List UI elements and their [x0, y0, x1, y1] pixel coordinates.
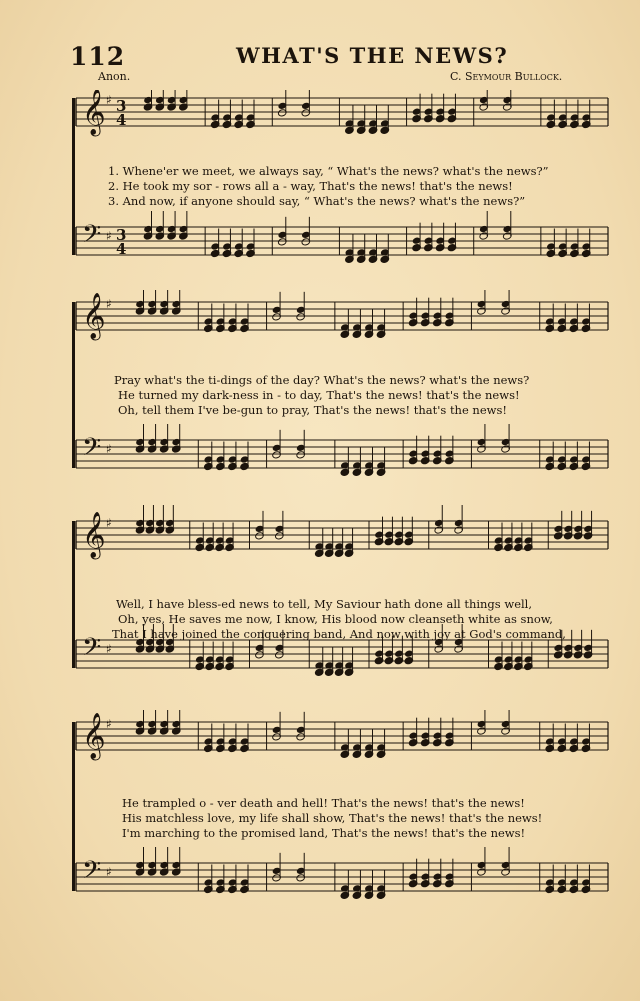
bass-clef-icon: 𝄢	[82, 856, 102, 891]
music-system-3	[72, 505, 612, 710]
staff	[76, 710, 608, 761]
time-signature-bottom: 4	[116, 240, 127, 258]
bass-clef-icon: 𝄢	[82, 633, 102, 668]
time-signature-top: 3	[116, 97, 127, 115]
lyric-line: That I have joined the conquering band, And now with joy at God's command,	[112, 627, 566, 641]
system-bracket	[72, 722, 75, 891]
sharp-icon: ♯	[106, 717, 112, 731]
lyric-line: I'm marching to the promised land, That's the news! that's the news!	[122, 826, 526, 840]
treble-clef-icon: 𝄞	[82, 713, 106, 759]
bass-clef-icon: 𝄢	[82, 220, 102, 255]
staff	[76, 90, 608, 137]
staff	[76, 290, 608, 341]
music-system-1	[72, 90, 612, 275]
music-system-2	[72, 290, 612, 500]
lyric-line: He trampled o - ver death and hell! That's the news! that's the news!	[122, 796, 525, 810]
lyric-line: 2. He took my sor - rows all a - way, That's the news! that's the news!	[108, 179, 513, 193]
lyric-line: Well, I have bless-ed news to tell, My Saviour hath done all things well,	[116, 597, 533, 611]
sharp-icon: ♯	[106, 642, 112, 656]
staff	[76, 847, 608, 900]
lyric-line: Oh, tell them I've be-gun to pray, That's the news! that's the news!	[118, 403, 508, 417]
words-attribution: Anon.	[98, 70, 131, 83]
time-signature-bottom: 4	[116, 111, 127, 129]
hymn-title: WHAT'S THE NEWS?	[236, 43, 509, 68]
lyric-line: Oh, yes, He saves me now, I know, His blood now cleanseth white as snow,	[118, 612, 553, 626]
page-number: 112	[70, 42, 126, 71]
lyric-line: Pray what's the ti-dings of the day? What's the news? what's the news?	[114, 373, 530, 387]
treble-clef-icon: 𝄞	[82, 512, 106, 558]
lyric-line: He turned my dark-ness in - to day, That's the news! that's the news!	[118, 388, 520, 402]
bass-clef-icon: 𝄢	[82, 433, 102, 468]
music-attribution: C. Seymour Bullock.	[450, 70, 563, 83]
staff	[76, 211, 608, 264]
sharp-icon: ♯	[106, 229, 112, 243]
sharp-icon: ♯	[106, 865, 112, 879]
treble-clef-icon: 𝄞	[82, 90, 106, 135]
lyric-line: 1. Whene'er we meet, we always say, “ What's the news? what's the news?”	[108, 164, 549, 178]
time-signature-top: 3	[116, 226, 127, 244]
sharp-icon: ♯	[106, 516, 112, 530]
staff	[76, 424, 608, 477]
lyric-line: 3. And now, if anyone should say, “ What's the news? what's the news?”	[108, 194, 526, 208]
system-bracket	[72, 98, 75, 255]
sharp-icon: ♯	[106, 297, 112, 311]
system-bracket	[72, 521, 75, 668]
staff	[76, 505, 608, 560]
music-system-4	[72, 710, 612, 925]
sharp-icon: ♯	[106, 93, 112, 107]
treble-clef-icon: 𝄞	[82, 293, 106, 339]
lyric-line: His matchless love, my life shall show, That's the news! that's the news!	[122, 811, 543, 825]
sharp-icon: ♯	[106, 442, 112, 456]
system-bracket	[72, 302, 75, 468]
